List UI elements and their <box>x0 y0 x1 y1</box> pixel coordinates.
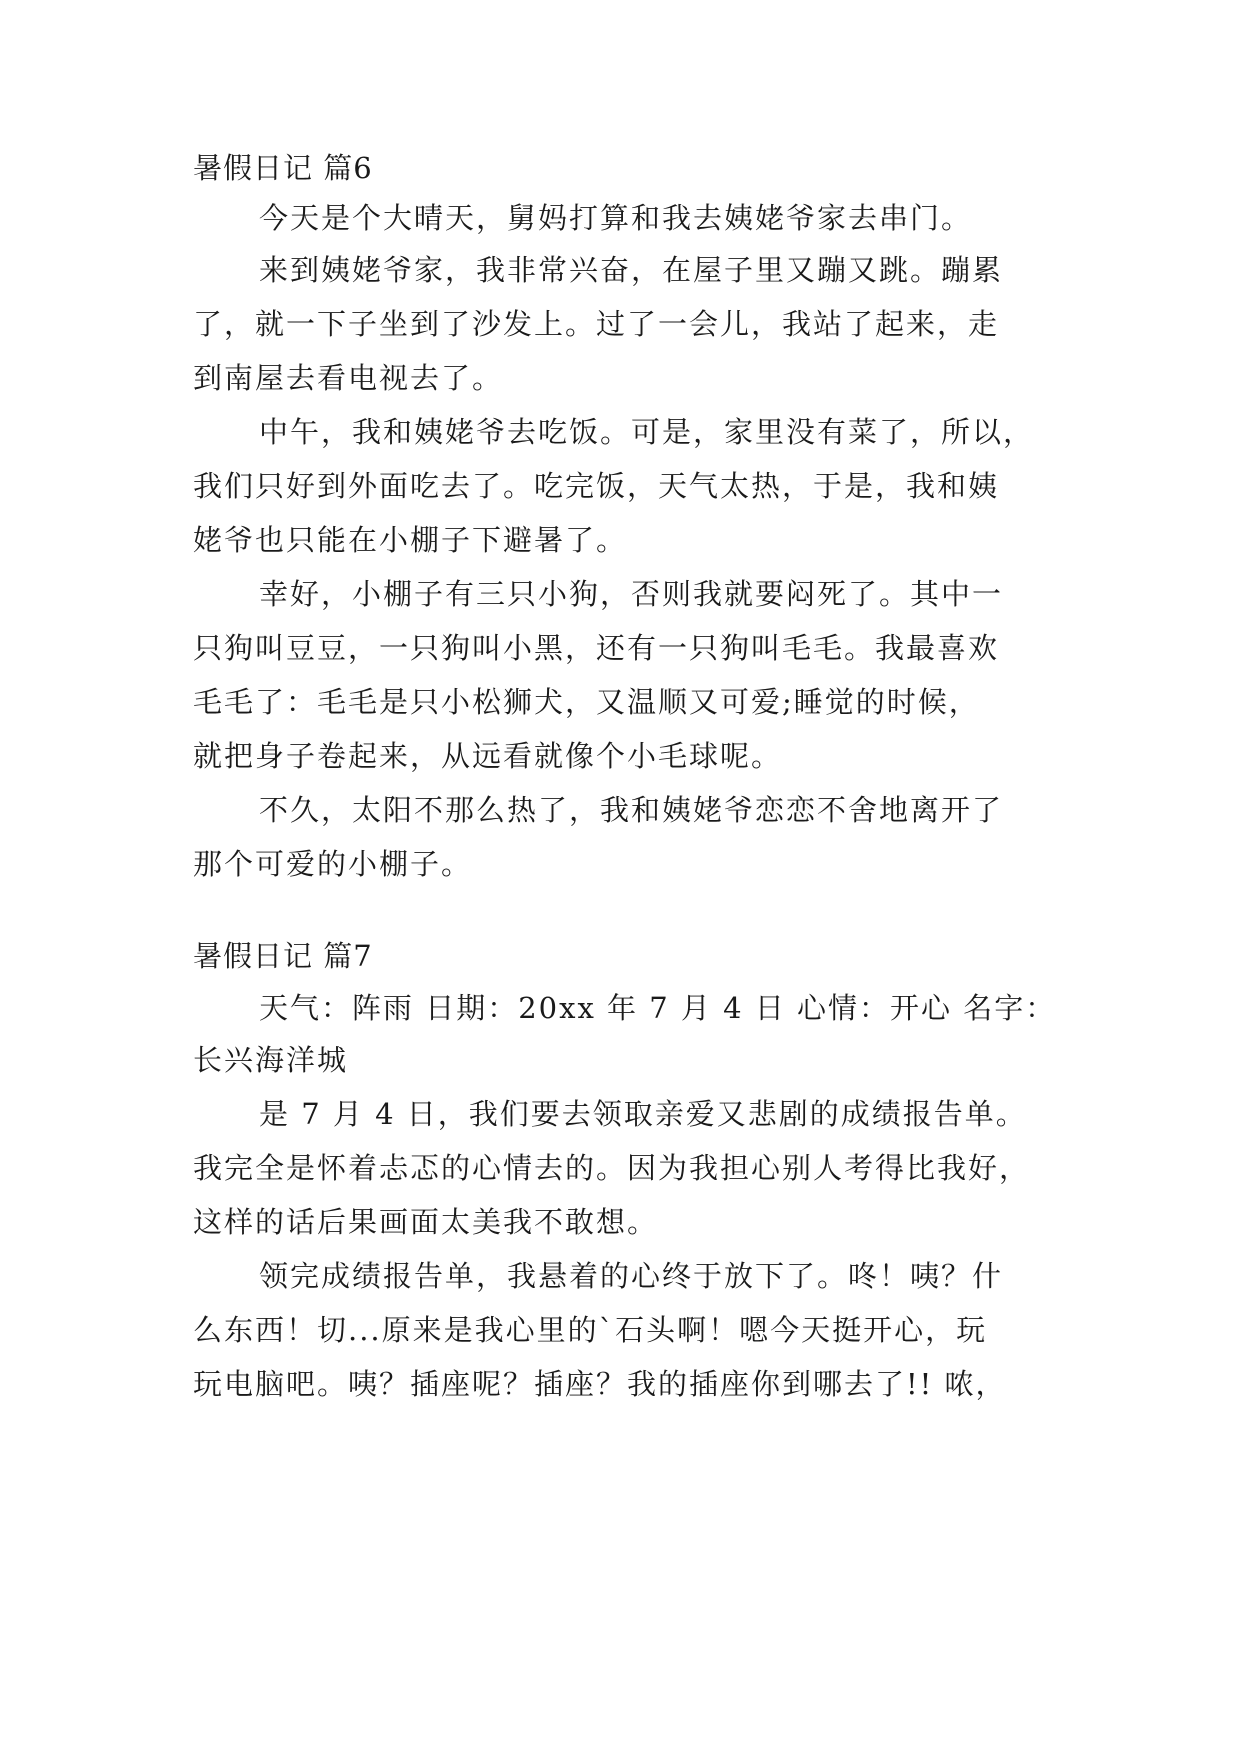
paragraph-line: 是 7 月 4 日，我们要去领取亲爱又悲剧的成绩报告单。 <box>259 1097 1027 1131</box>
paragraph-line: 幸好，小棚子有三只小狗，否则我就要闷死了。其中一 <box>259 577 1004 611</box>
paragraph-line: 这样的话后果画面太美我不敢想。 <box>193 1205 659 1239</box>
paragraph-line: 我们只好到外面吃去了。吃完饭，天气太热，于是，我和姨 <box>193 469 1000 503</box>
section-title: 暑假日记 篇7 <box>193 939 373 973</box>
paragraph-line: 就把身子卷起来，从远看就像个小毛球呢。 <box>193 739 783 773</box>
paragraph-line: 领完成绩报告单，我悬着的心终于放下了。咚！咦？什 <box>259 1259 1004 1293</box>
section-title: 暑假日记 篇6 <box>193 151 373 185</box>
paragraph-line: 毛毛了：毛毛是只小松狮犬，又温顺又可爱;睡觉的时候， <box>193 685 980 719</box>
paragraph-line: 中午，我和姨姥爷去吃饭。可是，家里没有菜了，所以， <box>259 415 1035 449</box>
paragraph-line: 了，就一下子坐到了沙发上。过了一会儿，我站了起来，走 <box>193 307 1000 341</box>
paragraph-line: 不久，太阳不那么热了，我和姨姥爷恋恋不舍地离开了 <box>259 793 1004 827</box>
paragraph-line: 么东西！切...原来是我心里的`石头啊！嗯今天挺开心，玩 <box>193 1313 988 1347</box>
paragraph-line: 只狗叫豆豆，一只狗叫小黑，还有一只狗叫毛毛。我最喜欢 <box>193 631 1000 665</box>
paragraph-line: 今天是个大晴天，舅妈打算和我去姨姥爷家去串门。 <box>259 201 973 235</box>
paragraph-line: 长兴海洋城 <box>193 1043 349 1077</box>
paragraph-line: 来到姨姥爷家，我非常兴奋，在屋子里又蹦又跳。蹦累 <box>259 253 1004 287</box>
paragraph-line: 那个可爱的小棚子。 <box>193 847 473 881</box>
paragraph-line: 玩电脑吧。咦？插座呢？插座？我的插座你到哪去了!! 哝， <box>193 1367 1007 1401</box>
paragraph-line: 到南屋去看电视去了。 <box>193 361 504 395</box>
paragraph-line: 姥爷也只能在小棚子下避暑了。 <box>193 523 628 557</box>
paragraph-line: 天气：阵雨 日期：20xx 年 7 月 4 日 心情：开心 名字： <box>259 991 1057 1025</box>
paragraph-line: 我完全是怀着忐忑的心情去的。因为我担心别人考得比我好， <box>193 1151 1031 1185</box>
